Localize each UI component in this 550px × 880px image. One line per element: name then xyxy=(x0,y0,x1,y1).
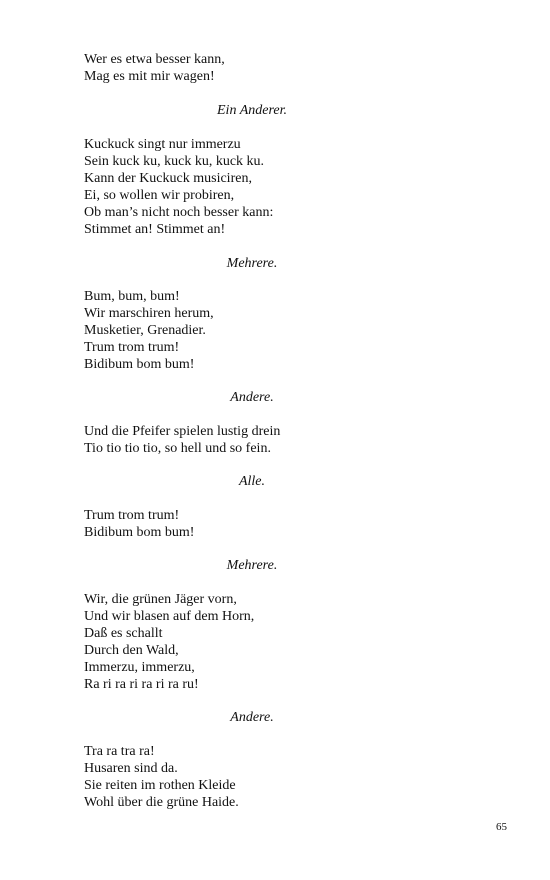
page-number: 65 xyxy=(496,821,507,833)
verse-line: Musketier, Grenadier. xyxy=(84,323,206,338)
speaker-heading: Andere. xyxy=(230,710,274,725)
verse-line: Sein kuck ku, kuck ku, kuck ku. xyxy=(84,154,265,169)
verse-line: Tio tio tio tio, so hell und so fein. xyxy=(84,441,271,456)
verse-line: Tra ra tra ra! xyxy=(84,744,155,759)
verse-line: Mag es mit mir wagen! xyxy=(84,69,215,84)
verse-line: Ra ri ra ri ra ri ra ru! xyxy=(84,677,199,692)
speaker-heading: Mehrere. xyxy=(226,256,278,271)
verse-line: Wir, die grünen Jäger vorn, xyxy=(84,592,237,607)
verse-line: Wer es etwa besser kann, xyxy=(84,52,225,67)
verse-line: Trum trom trum! xyxy=(84,508,180,523)
verse-line: Bum, bum, bum! xyxy=(84,289,180,304)
verse-line: Bidibum bom bum! xyxy=(84,525,195,540)
verse-line: Wir marschiren herum, xyxy=(84,306,214,321)
verse-line: Durch den Wald, xyxy=(84,643,179,658)
verse-line: Immerzu, immerzu, xyxy=(84,660,195,675)
verse-line: Kuckuck singt nur immerzu xyxy=(84,137,241,152)
verse-line: Daß es schallt xyxy=(84,626,163,641)
speaker-heading: Andere. xyxy=(230,390,274,405)
verse-line: Stimmet an! Stimmet an! xyxy=(84,222,226,237)
verse-line: Wohl über die grüne Haide. xyxy=(84,795,239,810)
speaker-heading: Mehrere. xyxy=(226,558,278,573)
speaker-heading: Alle. xyxy=(238,474,266,489)
verse-line: Bidibum bom bum! xyxy=(84,357,195,372)
verse-line: Trum trom trum! xyxy=(84,340,180,355)
verse-line: Ei, so wollen wir probiren, xyxy=(84,188,235,203)
verse-line: Und die Pfeifer spielen lustig drein xyxy=(84,424,281,439)
speaker-heading: Ein Anderer. xyxy=(217,103,287,118)
verse-line: Und wir blasen auf dem Horn, xyxy=(84,609,255,624)
verse-line: Ob man’s nicht noch besser kann: xyxy=(84,205,274,220)
verse-line: Husaren sind da. xyxy=(84,761,178,776)
verse-line: Sie reiten im rothen Kleide xyxy=(84,778,236,793)
verse-line: Kann der Kuckuck musiciren, xyxy=(84,171,252,186)
